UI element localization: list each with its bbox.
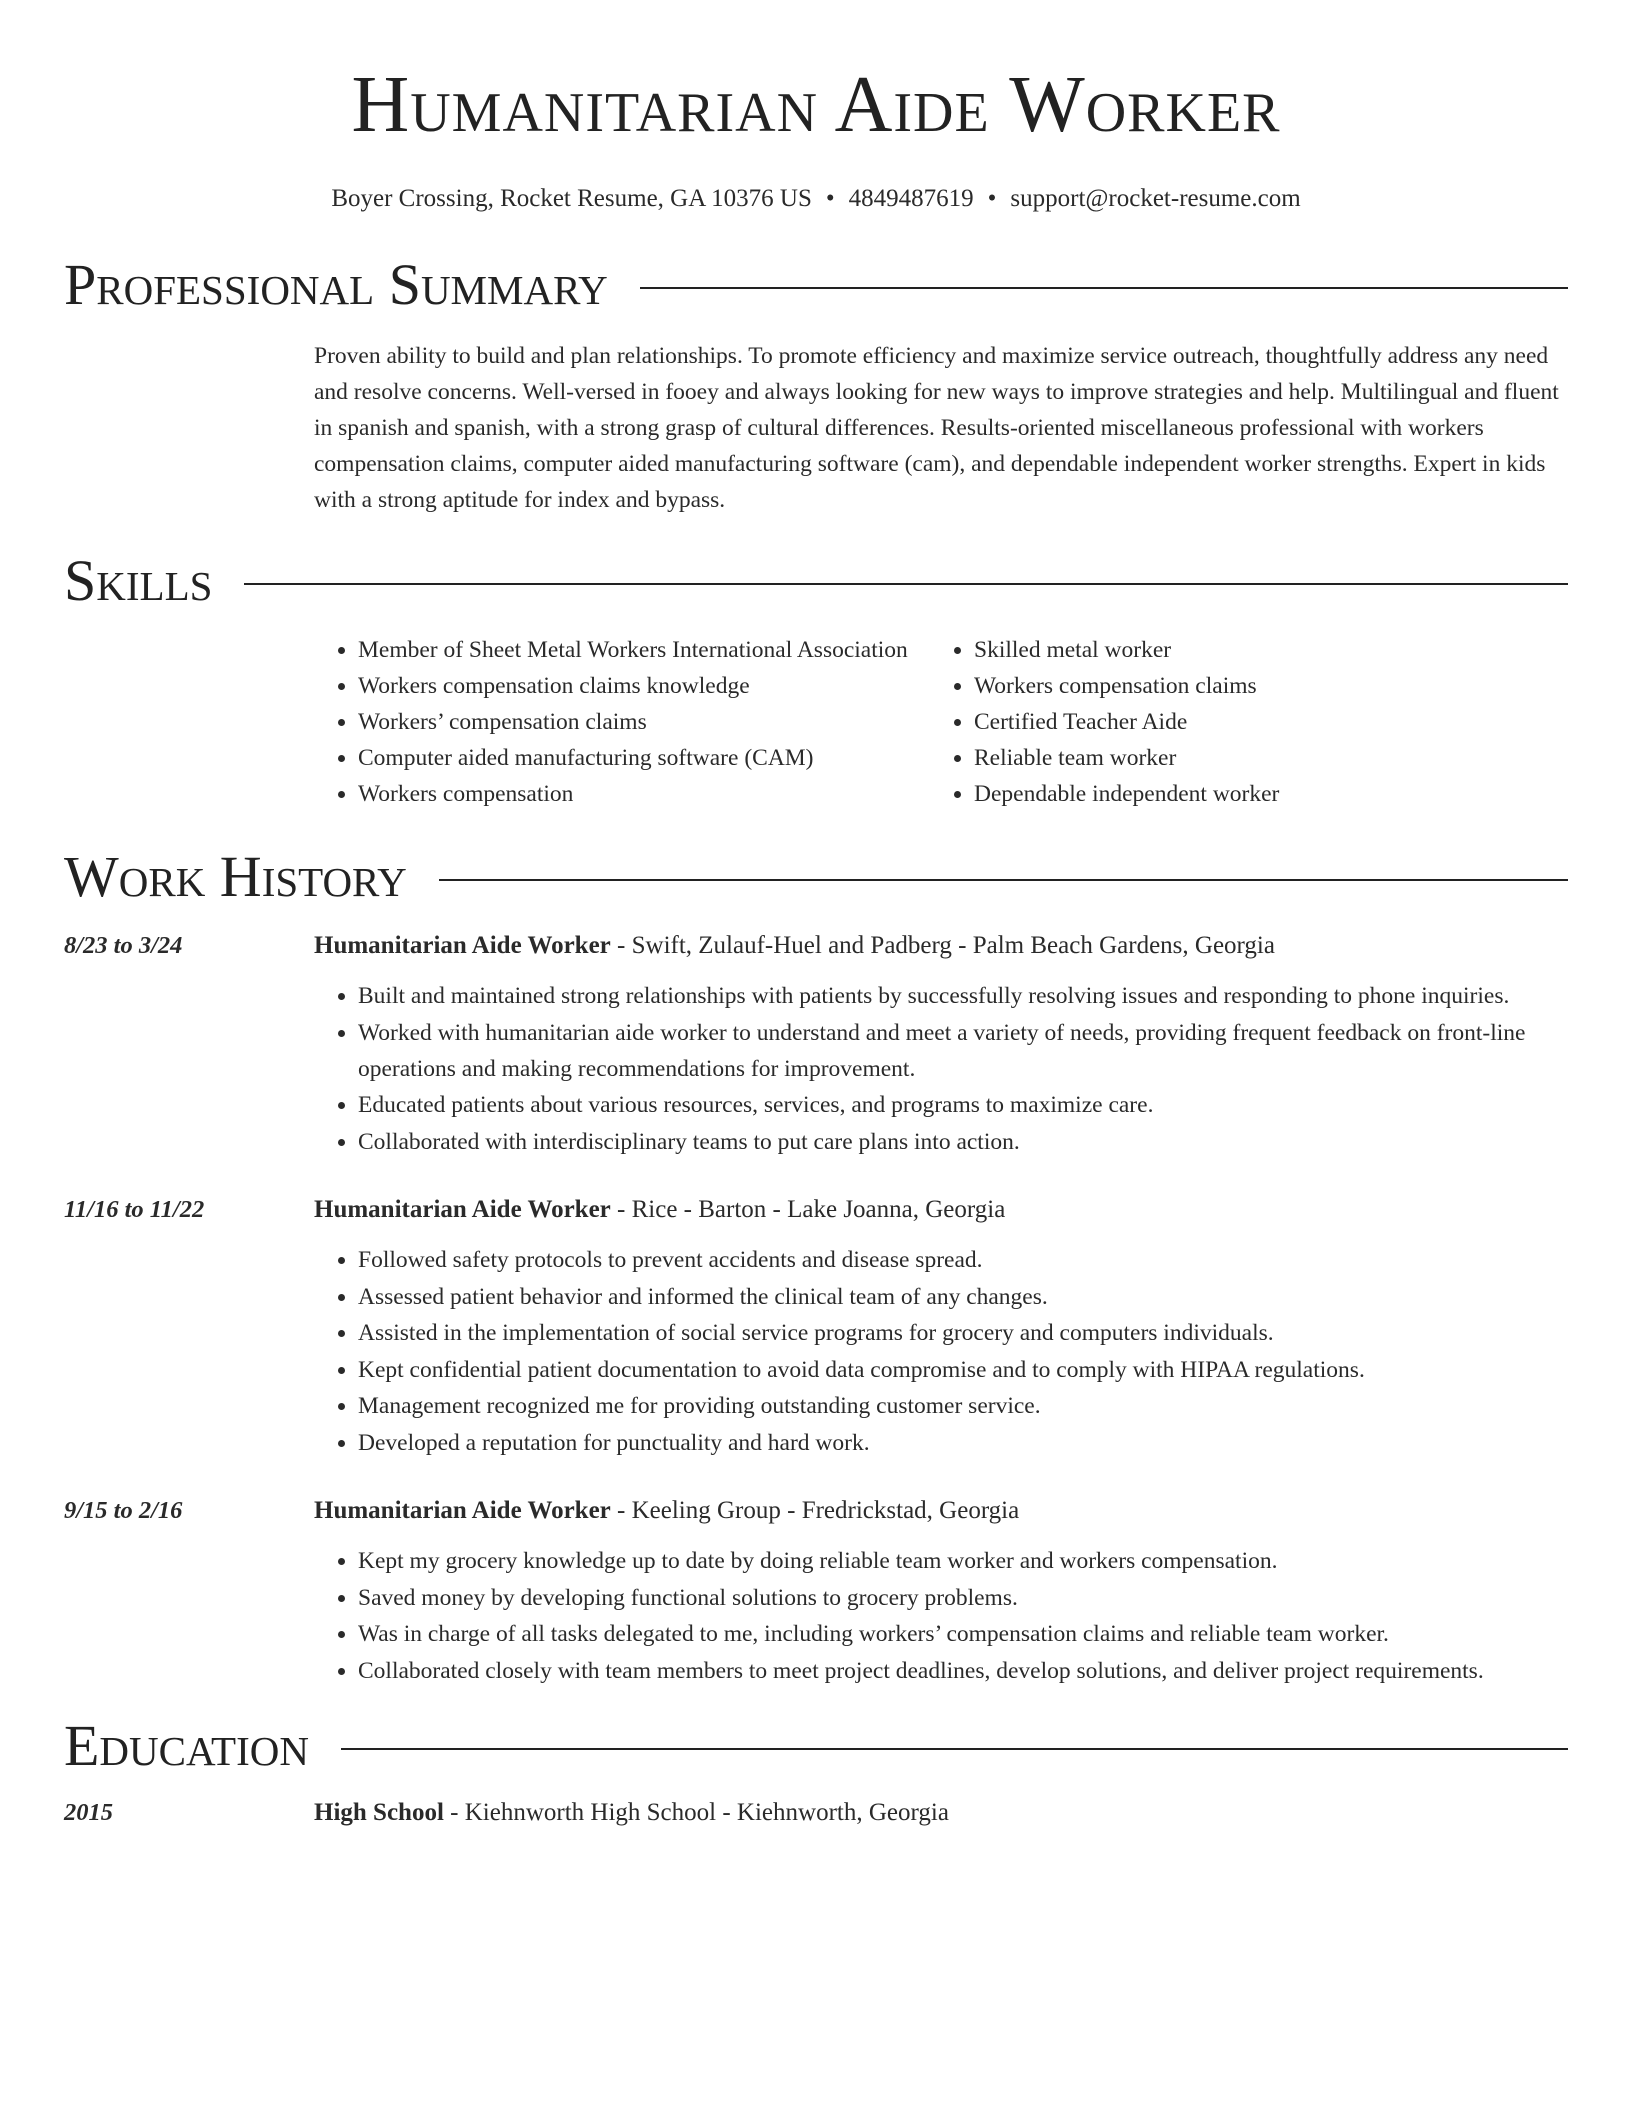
summary-heading: Professional Summary bbox=[64, 252, 608, 317]
job-bullet: • Built and maintained strong relationships with patients by successfully resolving issues and responding to phone inquiries. bbox=[358, 978, 1568, 1014]
job-bullet: • Worked with humanitarian aide worker to understand and meet a variety of needs, providing frequent feedback on front-line operations and making recommendations for improvement. bbox=[358, 1015, 1568, 1087]
job-bullet: • Collaborated closely with team members to meet project deadlines, develop solutions, and deliver project requirements. bbox=[358, 1653, 1568, 1689]
contact-line bbox=[64, 182, 1568, 216]
job-bullet: • Kept my grocery knowledge up to date by doing reliable team worker and workers compensation. bbox=[358, 1543, 1568, 1579]
job-entry bbox=[64, 1493, 1568, 1689]
education-section-header bbox=[64, 1711, 1568, 1781]
work-section-header bbox=[64, 842, 1568, 912]
section-divider bbox=[341, 1748, 1568, 1750]
skill-item: • Workers compensation bbox=[358, 776, 930, 812]
skill-item: • Workers’ compensation claims bbox=[358, 704, 930, 740]
separator: • bbox=[825, 185, 835, 212]
education-line bbox=[314, 1795, 1568, 1831]
phone: 4849487619 bbox=[848, 185, 974, 212]
job-bullet: • Collaborated with interdisciplinary teams to put care plans into action. bbox=[358, 1124, 1568, 1160]
job-bullet: • Assisted in the implementation of social service programs for grocery and computers individuals. bbox=[358, 1315, 1568, 1351]
job-bullet: • Assessed patient behavior and informed the clinical team of any changes. bbox=[358, 1279, 1568, 1315]
job-title: Humanitarian Aide Worker bbox=[314, 1196, 611, 1223]
education-heading: Education bbox=[64, 1713, 309, 1778]
job-bullet: • Saved money by developing functional solutions to grocery problems. bbox=[358, 1580, 1568, 1616]
job-title: Humanitarian Aide Worker bbox=[314, 1497, 611, 1524]
job-bullet: • Management recognized me for providing outstanding customer service. bbox=[358, 1388, 1568, 1424]
email: support@rocket-resume.com bbox=[1010, 185, 1301, 212]
skill-item: • Workers compensation claims knowledge bbox=[358, 668, 930, 704]
job-dates: 9/15 to 2/16 bbox=[64, 1497, 183, 1524]
education-degree: High School bbox=[314, 1799, 444, 1826]
education-details: - Kiehnworth High School - Kiehnworth, Georgia bbox=[443, 1799, 949, 1826]
candidate-name: Humanitarian Aide Worker bbox=[351, 61, 1281, 149]
separator: • bbox=[987, 185, 997, 212]
section-divider bbox=[640, 287, 1568, 289]
skills-heading: Skills bbox=[64, 548, 213, 613]
job-title-line bbox=[314, 928, 1568, 964]
job-dates: 8/23 to 3/24 bbox=[64, 932, 183, 959]
skill-item: • Dependable independent worker bbox=[974, 776, 1279, 812]
skill-item: • Certified Teacher Aide bbox=[974, 704, 1279, 740]
skills-section-header bbox=[64, 546, 1568, 616]
work-heading: Work History bbox=[64, 844, 407, 909]
summary-section-header bbox=[64, 250, 1568, 320]
job-bullet: • Educated patients about various resources, services, and programs to maximize care. bbox=[358, 1087, 1568, 1123]
job-details: - Rice - Barton - Lake Joanna, Georgia bbox=[610, 1196, 1006, 1223]
skill-item: • Workers compensation claims bbox=[974, 668, 1279, 704]
job-entry bbox=[64, 1192, 1568, 1461]
job-bullets bbox=[314, 978, 1568, 1160]
job-bullet: • Developed a reputation for punctuality and hard work. bbox=[358, 1425, 1568, 1461]
job-bullets bbox=[314, 1543, 1568, 1689]
job-dates: 11/16 to 11/22 bbox=[64, 1196, 205, 1223]
job-entry bbox=[64, 928, 1568, 1160]
education-entry bbox=[64, 1795, 1568, 1831]
address: Boyer Crossing, Rocket Resume, GA 10376 US bbox=[331, 185, 812, 212]
skill-item: • Skilled metal worker bbox=[974, 632, 1279, 668]
skill-item: • Computer aided manufacturing software (CAM) bbox=[358, 740, 930, 776]
job-bullet: • Was in charge of all tasks delegated to me, including workers’ compensation claims and reliable team worker. bbox=[358, 1616, 1568, 1652]
section-divider bbox=[439, 879, 1568, 881]
job-details: - Swift, Zulauf-Huel and Padberg - Palm Beach Gardens, Georgia bbox=[610, 932, 1275, 959]
skill-item: • Reliable team worker bbox=[974, 740, 1279, 776]
job-title-line bbox=[314, 1493, 1568, 1529]
skills-list bbox=[314, 632, 1568, 812]
summary-text: Proven ability to build and plan relationships. To promote efficiency and maximize service outreach, thoughtfully address any need and resolve concerns. Well-versed in fooey and always looking for new ways to improve strategies and help. Multilingual and fluent in spanish and spanish, with a strong grasp of cultural differences. Results-oriented miscellaneous professional with workers compensation claims, computer aided manufacturing software (cam), and dependable independent worker strengths. Expert in kids with a strong aptitude for index and bypass. bbox=[314, 343, 1559, 513]
job-bullet: • Followed safety protocols to prevent accidents and disease spread. bbox=[358, 1242, 1568, 1278]
job-bullets bbox=[314, 1242, 1568, 1461]
job-bullet: • Kept confidential patient documentation to avoid data compromise and to comply with HIPAA regulations. bbox=[358, 1352, 1568, 1388]
job-title-line bbox=[314, 1192, 1568, 1228]
job-details: - Keeling Group - Fredrickstad, Georgia bbox=[610, 1497, 1020, 1524]
section-divider bbox=[244, 583, 1568, 585]
skill-item: • Member of Sheet Metal Workers International Association bbox=[358, 632, 930, 668]
education-year: 2015 bbox=[64, 1799, 113, 1826]
skills-column-2 bbox=[930, 632, 1279, 812]
skills-column-1 bbox=[314, 632, 930, 812]
job-title: Humanitarian Aide Worker bbox=[314, 932, 611, 959]
